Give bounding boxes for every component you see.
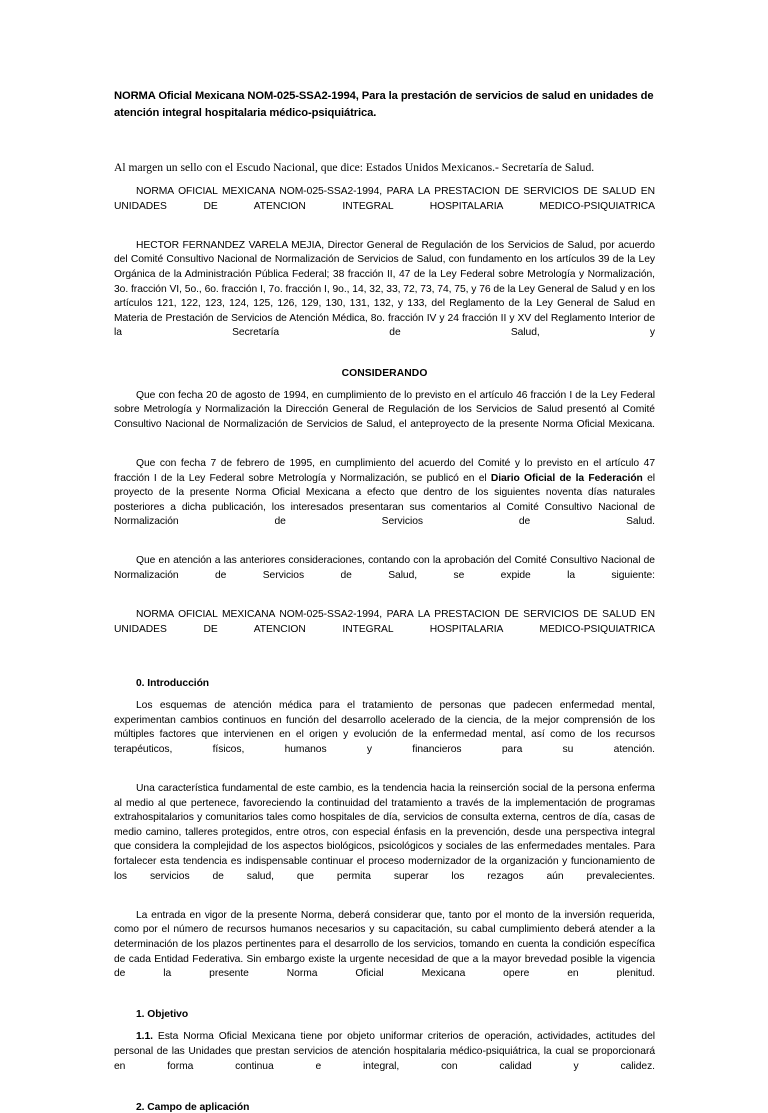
clause-number-1-1: 1.1. [136,1031,153,1043]
document-title: NORMA Oficial Mexicana NOM-025-SSA2-1994, Para la prestación de servicios de salud en unidades de atención integral hospitalaria médico-psiquiátrica. [114,90,654,119]
signatory-paragraph: HECTOR FERNANDEZ VARELA MEJIA, Director General de Regulación de los Servicios de Salud, por acuerdo del Comité Consultivo Nacional de Normalización de Servicios de Salud, con fundamento en los artículos 39 de la Ley Orgánica de la Administración Pública Federal; 38 fracción II, 47 de la Ley Federal sobre Metrología y Normalización, 3o. fracción VI, 5o., 6o. fracción I, 7o. fracción I, 9o., 14, 32, 33, 72, 73, 74, 75, y 76 de la Ley General de Salud y en los artículos 121, 122, 123, 124, 125, 126, 129, 130, 131, 132, y 133, del Reglamento de la Ley General de Salud en Materia de Prestación de Servicios de Atención Médica, 8o. fracción IV y 24 fracción II y XV del Reglamento Interior de la Secretaría de Salud, y [114,239,655,339]
considerando-2-text-after: el proyecto de la presente Norma Oficial Mexicana a efecto que dentro de los siguientes noventa días naturales posteriores a dicha publicación, los interesados presentaran sus comentarios al Comité Consultivo Nacional de Normalización de Servicios de Salud. [114,472,655,528]
considerando-heading: CONSIDERANDO [341,367,428,379]
seal-line: Al margen un sello con el Escudo Nacional, que dice: Estados Unidos Mexicanos.- Secretaría de Salud. [114,161,595,174]
considerando-2-text-before: Que con fecha 7 de febrero de 1995, en cumplimiento del acuerdo del Comité y lo previsto en el artículo 47 fracción I de la Ley Federal sobre Metrología y Normalización, se publicó en el [114,457,655,484]
considerando-paragraph-3: Que en atención a las anteriores consideraciones, contando con la aprobación del Comité Consultivo Nacional de Normalización de Servicios de Salud, se expide la siguiente: [114,555,655,582]
section-heading-objetivo: 1. Objetivo [136,1009,189,1021]
considerando-paragraph-2 [114,457,655,545]
introduccion-paragraph-3: La entrada en vigor de la presente Norma, deberá considerar que, tanto por el monto de la inversión requerida, como por el número de recursos humanos necesarios y su capacitación, su cabal cumplimiento deberá atender a la determinación de los plazos pertinentes para el desarrollo de los servicios, tomando en cuenta la condición específica de cada Entidad Federativa. Sin embargo existe la urgente necesidad de que a la mayor brevedad posible la vigencia de la presente Norma Oficial Mexicana opere en plenitud. [114,909,655,980]
objetivo-clause-1-1 [114,1030,655,1088]
introduccion-paragraph-2: Una característica fundamental de este cambio, es la tendencia hacia la reinserción social de la persona enferma al medio al que pertenece, favoreciendo la continuidad del tratamiento a través de la implementación de programas extrahospitalarios y comunitarios tales como hospitales de día, servicios de consulta externa, centros de día, casas de medio camino, talleres protegidos, entre otros, con especial énfasis en la prevención, desde una perspectiva integral que considera la complejidad de los aspectos biológicos, psicológicos y sociales de las enfermedades mentales. Para fortalecer esta tendencia es indispensable continuar el proceso modernizador de la organización y funcionamiento de los servicios de salud, que permita superar los rezagos aún prevalecientes. [114,783,655,882]
considerando-paragraph-1: Que con fecha 20 de agosto de 1994, en cumplimiento de lo previsto en el artículo 46 fracción I de la Ley Federal sobre Metrología y Normalización la Dirección General de Regulación de los Servicios de Salud presentó al Comité Consultivo Nacional de Normalización de Servicios de Salud, el anteproyecto de la presente Norma Oficial Mexicana. [114,389,655,430]
norm-heading-primary: NORMA OFICIAL MEXICANA NOM-025-SSA2-1994, PARA LA PRESTACION DE SERVICIOS DE SALUD EN UNIDADES DE ATENCION INTEGRAL HOSPITALARIA MEDICO-PSIQUIATRICA [114,186,655,212]
introduccion-paragraph-1: Los esquemas de atención médica para el tratamiento de personas que padecen enfermedad mental, experimentan cambios continuos en función del desarrollo acelerado de la ciencia, de la mejor comprensión de los múltiples factores que intervienen en el origen y evolución de la enfermedad mental, así como de los recursos terapéuticos, físicos, humanos y financieros para su atención. [114,700,655,755]
norm-heading-secondary: NORMA OFICIAL MEXICANA NOM-025-SSA2-1994, PARA LA PRESTACION DE SERVICIOS DE SALUD EN UNIDADES DE ATENCION INTEGRAL HOSPITALARIA MEDICO-PSIQUIATRICA [114,609,655,635]
clause-text-1-1: Esta Norma Oficial Mexicana tiene por objeto uniformar criterios de operación, actividades, actitudes del personal de las Unidades que prestan servicios de atención hospitalaria médico-psiquiátrica, la cual se proporcionará en forma continua e integral, con calidad y calidez. [114,1031,655,1072]
diario-oficial-emphasis: Diario Oficial de la Federación [490,472,643,484]
section-heading-introduccion: 0. Introducción [136,678,210,690]
section-heading-campo-de-aplicacion: 2. Campo de aplicación [136,1101,250,1113]
